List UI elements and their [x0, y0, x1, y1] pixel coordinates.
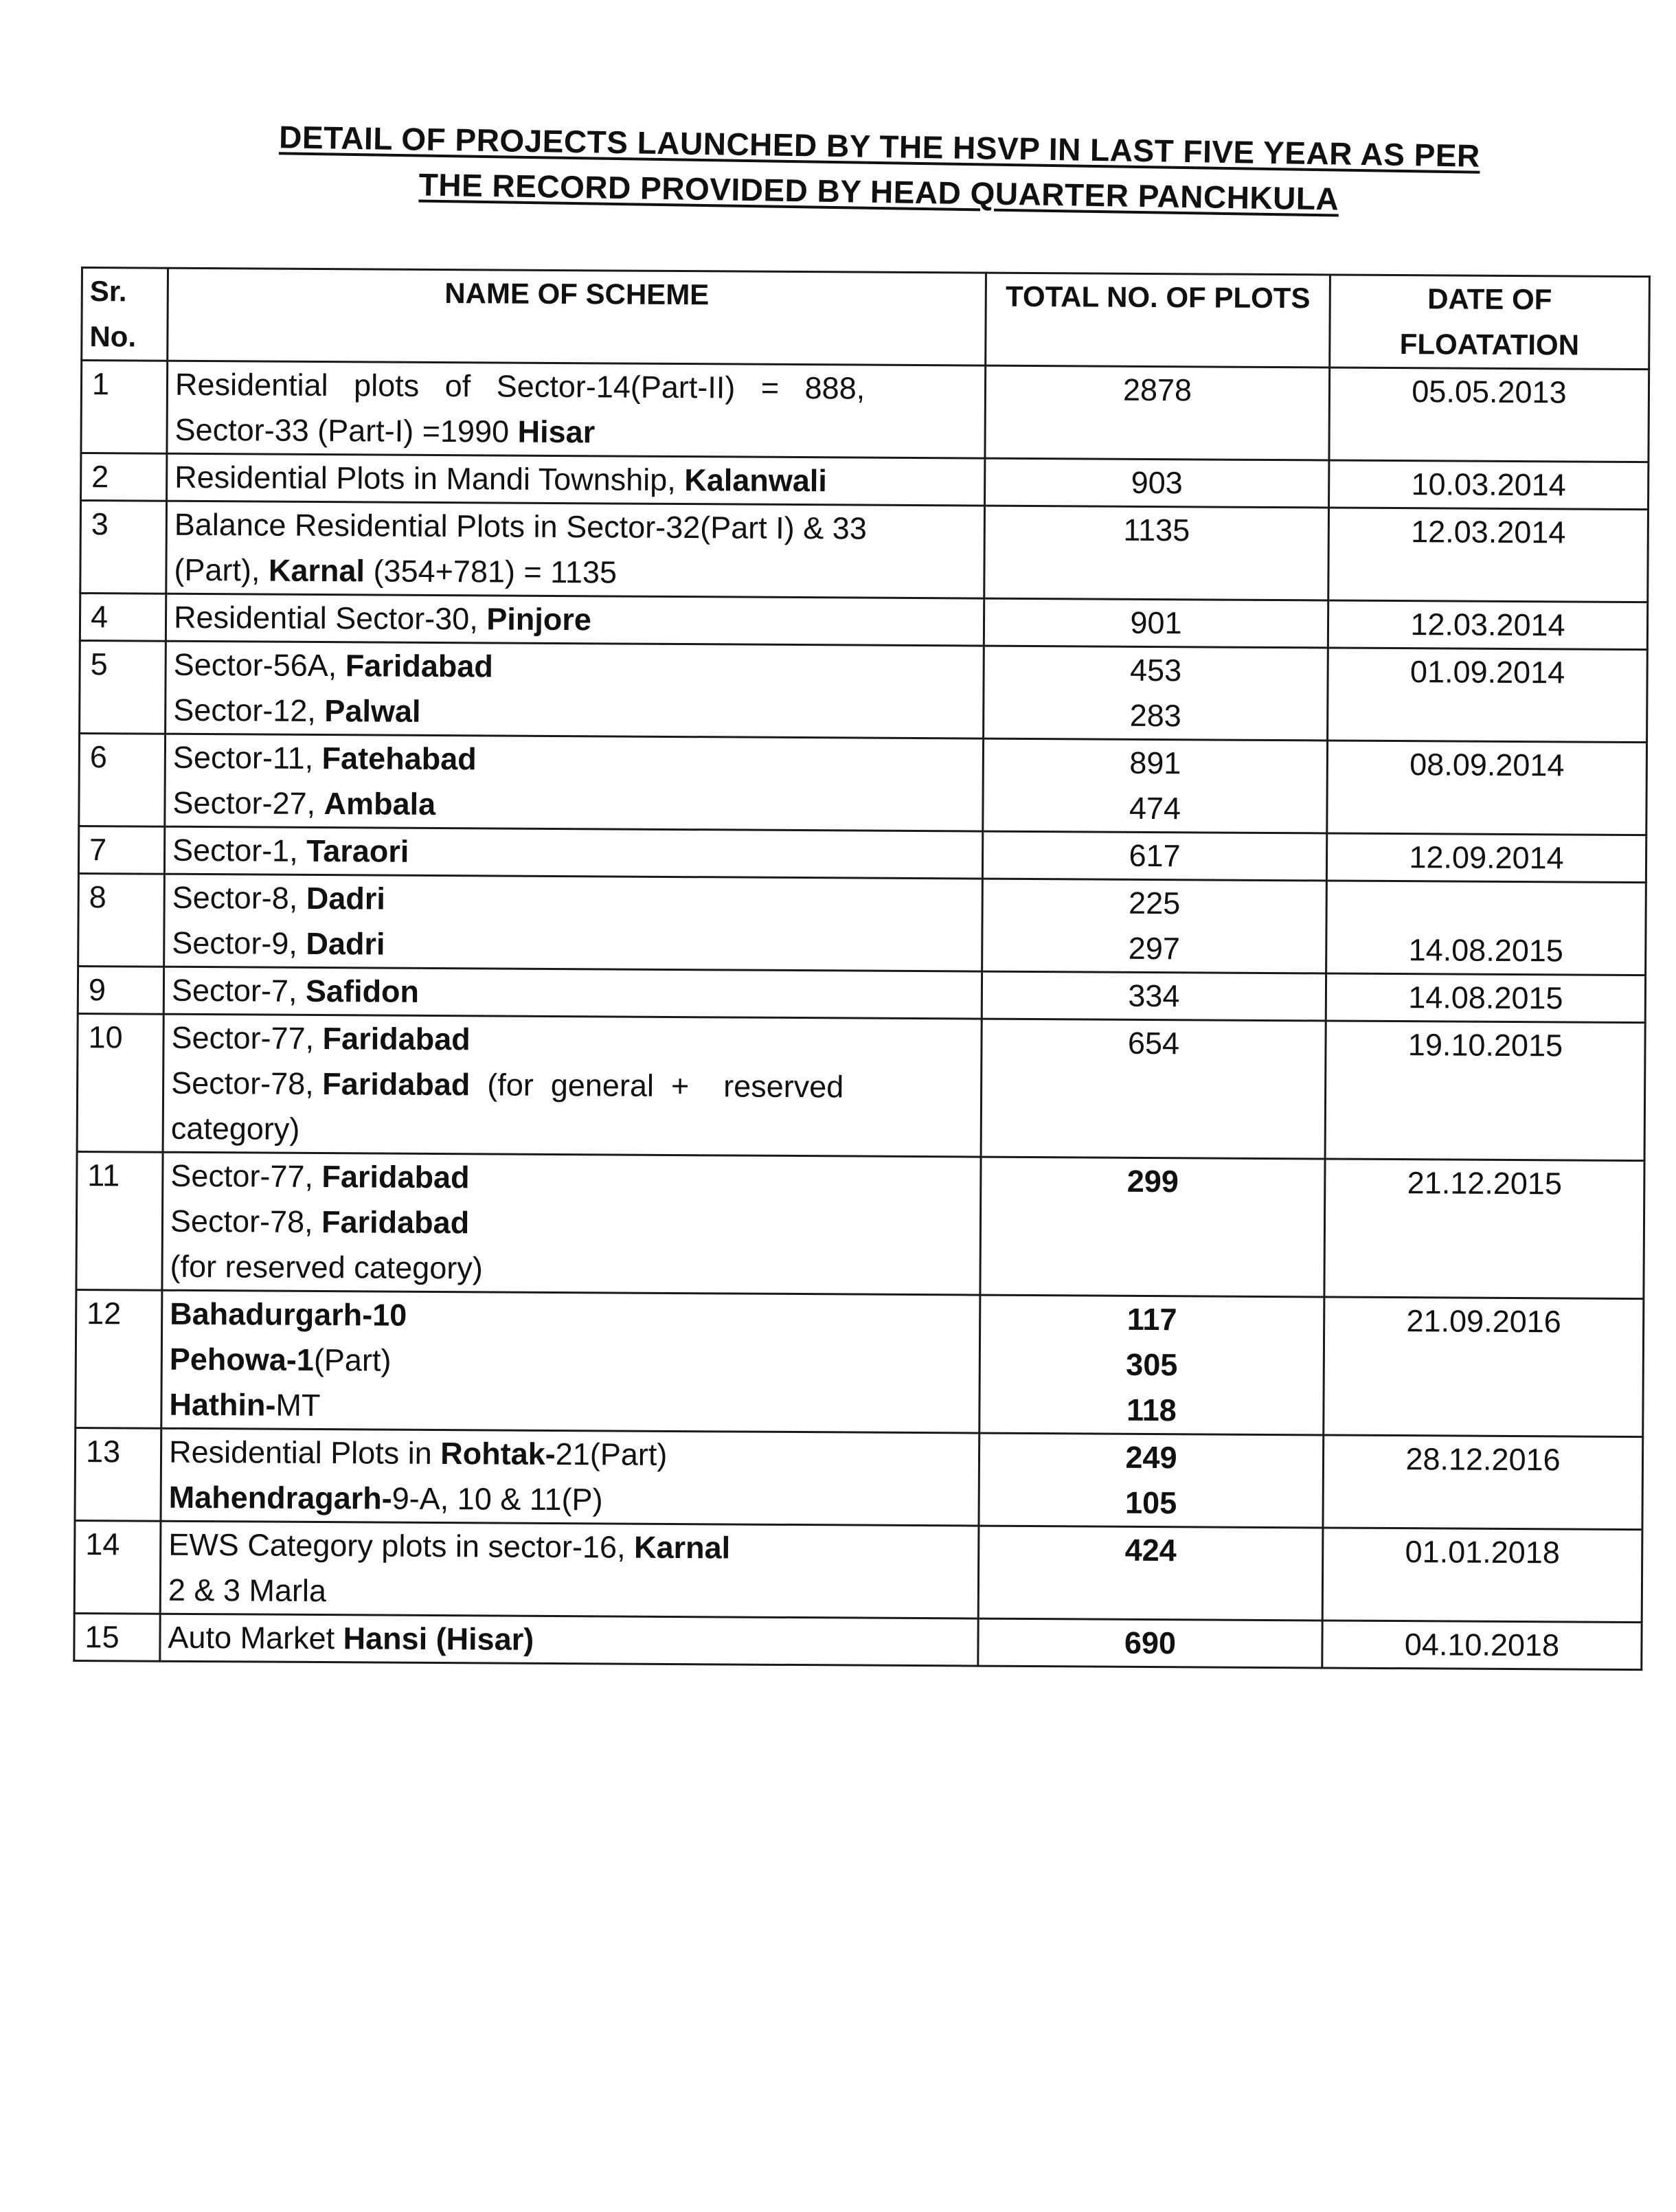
scheme-name-line: Sector-7, Safidon [171, 972, 420, 1009]
scheme-name-cell [160, 1614, 978, 1666]
scheme-location: Dadri [306, 925, 385, 962]
scheme-name-line: EWS Category plots in sector-16, Karnal [168, 1526, 731, 1566]
plot-count: 2878 [1122, 372, 1192, 408]
scheme-name-line: Hathin-MT [169, 1386, 321, 1423]
table-row [80, 594, 1647, 650]
sr-no-cell: 4 [80, 594, 166, 642]
scheme-name-cell [166, 641, 984, 738]
total-plots-cell [982, 879, 1327, 973]
scheme-name-cell [166, 594, 984, 646]
sr-no-cell: 12 [76, 1289, 162, 1428]
total-plots-cell [978, 1526, 1323, 1621]
floatation-date-cell [1326, 881, 1646, 975]
plot-count: 891 [1129, 745, 1181, 781]
floatation-date-cell [1328, 508, 1649, 602]
table-row [74, 1520, 1642, 1622]
total-plots-cell [978, 1618, 1322, 1668]
scheme-location: Pinjore [486, 601, 591, 637]
scheme-name-line: Sector-77, Faridabad [171, 1019, 471, 1057]
floatation-date: 14.08.2015 [1408, 980, 1563, 1016]
floatation-date: 21.12.2015 [1407, 1165, 1563, 1201]
floatation-date-cell [1322, 1621, 1642, 1670]
sr-no-cell: 1 [81, 361, 168, 454]
scheme-name-line: Sector-77, Faridabad [170, 1158, 470, 1195]
total-plots-cell [982, 831, 1326, 881]
scheme-name-cell [167, 361, 986, 458]
scheme-name-line: Sector-11, Fatehabad [172, 739, 477, 777]
scheme-name-line: Balance Residential Plots in Sector-32(Part I) & 33 [174, 506, 867, 546]
sr-no-cell: 14 [74, 1520, 161, 1614]
scheme-location: Palwal [324, 693, 421, 729]
scheme-name-cell [163, 1014, 982, 1157]
plot-count: 283 [1129, 697, 1181, 734]
floatation-date-cell [1329, 460, 1649, 510]
scheme-location: Ambala [324, 786, 436, 822]
floatation-date: 19.10.2015 [1407, 1027, 1563, 1063]
floatation-date: 04.10.2018 [1404, 1627, 1560, 1663]
table-row [75, 1427, 1643, 1529]
sr-no-cell: 2 [81, 453, 167, 501]
floatation-date: 01.01.2018 [1405, 1534, 1561, 1570]
scheme-name-cell [160, 1521, 979, 1618]
floatation-date: 05.05.2013 [1412, 374, 1567, 410]
table-row [76, 1289, 1644, 1436]
table-row [77, 1013, 1645, 1160]
scheme-location: Faridabad [321, 1204, 470, 1241]
scheme-location: Rohtak- [440, 1436, 556, 1472]
table-row [81, 453, 1649, 510]
scheme-name-line: Pehowa-1(Part) [169, 1341, 392, 1378]
table-row [79, 733, 1647, 835]
floatation-date-cell [1328, 648, 1648, 743]
plot-count: 617 [1129, 837, 1181, 874]
total-plots-cell [985, 365, 1330, 460]
floatation-date-cell [1327, 741, 1647, 835]
plot-count: 117 [1126, 1301, 1177, 1338]
total-plots-cell [979, 1295, 1324, 1435]
scheme-name-line: Sector-56A, Faridabad [173, 646, 493, 684]
scheme-location: Fatehabad [321, 741, 477, 777]
sr-no-cell: 5 [80, 640, 166, 734]
scheme-location: Kalanwali [684, 462, 828, 499]
sr-no-cell: 9 [78, 966, 163, 1014]
scheme-location: Mahendragarh- [168, 1479, 392, 1516]
floatation-date-cell [1328, 600, 1647, 650]
scheme-name-line: Residential Sector-30, Pinjore [173, 599, 591, 637]
total-plots-cell [982, 971, 1326, 1021]
scheme-name-line: Sector-8, Dadri [172, 879, 385, 916]
title-line-2: THE RECORD PROVIDED BY HEAD QUARTER PANCHKULA [418, 166, 1339, 217]
table-row [74, 1613, 1642, 1669]
scheme-name-line: (for reserved category) [170, 1248, 483, 1286]
total-plots-cell [979, 1433, 1324, 1528]
scheme-name-line: Sector-78, Faridabad (for general + reserved [171, 1065, 844, 1105]
scheme-name-line: Residential Plots in Rohtak-21(Part) [168, 1434, 668, 1472]
total-plots-cell [984, 646, 1328, 741]
floatation-date-cell [1326, 833, 1646, 883]
scheme-location: Dadri [306, 880, 385, 916]
table-row [80, 501, 1649, 602]
plot-count: 901 [1130, 605, 1182, 641]
scheme-name-line: Sector-78, Faridabad [170, 1203, 470, 1241]
floatation-date: 14.08.2015 [1408, 932, 1564, 969]
plot-count: 424 [1124, 1532, 1177, 1568]
total-plots-cell [983, 738, 1328, 833]
scheme-name-cell [166, 501, 985, 598]
scheme-name-line: Mahendragarh-9-A, 10 & 11(P) [168, 1479, 603, 1517]
scheme-location: Bahadurgarh-10 [170, 1296, 407, 1333]
scheme-name-line: 2 & 3 Marla [168, 1572, 327, 1609]
sr-no-cell: 11 [76, 1151, 163, 1290]
floatation-date: 08.09.2014 [1409, 747, 1565, 783]
floatation-date [1334, 882, 1638, 929]
plot-count: 474 [1129, 790, 1181, 826]
floatation-date: 21.09.2016 [1406, 1303, 1561, 1340]
projects-table [73, 267, 1651, 1671]
scheme-name-line: Auto Market Hansi (Hisar) [168, 1619, 534, 1657]
sr-no-cell: 13 [75, 1427, 161, 1521]
header-total-plots: TOTAL NO. OF PLOTS [986, 273, 1330, 368]
floatation-date-cell [1324, 1297, 1644, 1437]
scheme-name-line: Residential Plots in Mandi Township, Kalanwali [174, 459, 828, 499]
scheme-name-line: Residential plots of Sector-14(Part-II) = 888, [174, 366, 865, 406]
scheme-location: Pehowa-1 [169, 1341, 315, 1377]
floatation-date-cell [1323, 1435, 1643, 1530]
plot-count: 690 [1124, 1625, 1177, 1661]
scheme-name-line: Sector-12, Palwal [173, 692, 421, 729]
plot-count: 305 [1126, 1346, 1178, 1383]
scheme-name-line: Sector-9, Dadri [172, 925, 385, 962]
plot-count: 249 [1125, 1439, 1177, 1476]
floatation-date: 12.09.2014 [1409, 839, 1564, 876]
scheme-location: Faridabad [345, 648, 493, 684]
floatation-date: 01.09.2014 [1409, 654, 1565, 690]
scheme-name-cell [161, 1428, 979, 1526]
scheme-location: Faridabad [322, 1066, 471, 1103]
floatation-date-cell [1322, 1528, 1642, 1623]
plot-count: 1135 [1123, 512, 1190, 548]
sr-no-cell: 10 [77, 1013, 163, 1152]
plot-count: 453 [1129, 652, 1182, 688]
table-header-row [82, 268, 1650, 370]
plot-count: 118 [1126, 1392, 1177, 1428]
scheme-name-line: Sector-1, Taraori [172, 832, 409, 869]
table-row [78, 966, 1645, 1022]
scheme-name-line [170, 1291, 972, 1342]
floatation-date-cell [1329, 368, 1649, 462]
scheme-location: Hansi (Hisar) [343, 1621, 534, 1657]
sr-no-cell: 15 [74, 1613, 160, 1661]
sr-no-cell: 6 [79, 733, 166, 826]
sr-no-cell: 8 [78, 873, 165, 967]
scheme-name-line: (Part), Karnal (354+781) = 1135 [174, 552, 618, 590]
scheme-name-cell [167, 453, 985, 506]
floatation-date-cell [1326, 973, 1645, 1023]
plot-count: 334 [1128, 978, 1180, 1014]
floatation-date: 12.03.2014 [1411, 514, 1566, 550]
table-row [78, 826, 1646, 882]
scheme-location: Hisar [517, 414, 596, 450]
floatation-date: 12.03.2014 [1410, 607, 1565, 643]
header-date-of-floatation: DATE OF FLOATATION [1330, 275, 1650, 370]
plot-count: 297 [1128, 930, 1181, 967]
scheme-name-cell [162, 1152, 981, 1295]
scheme-location: Taraori [306, 833, 409, 869]
scheme-name-cell [164, 874, 983, 971]
plot-count: 299 [1126, 1163, 1179, 1199]
floatation-date-cell [1325, 1021, 1645, 1161]
scheme-location: Faridabad [322, 1021, 471, 1057]
scheme-name-cell [165, 734, 984, 831]
header-sr-no: Sr. No. [82, 268, 168, 361]
scheme-name-cell [164, 826, 982, 879]
table-row [76, 1151, 1644, 1298]
sr-no-cell: 7 [78, 826, 164, 874]
table-body [74, 361, 1649, 1670]
scheme-name-line: Sector-33 (Part-I) =1990 Hisar [174, 411, 596, 450]
scheme-location: Karnal [633, 1529, 731, 1566]
plot-count: 225 [1128, 885, 1181, 921]
document-title [226, 113, 1532, 225]
total-plots-cell [985, 458, 1329, 508]
scheme-name-cell [161, 1290, 980, 1433]
total-plots-cell [984, 598, 1328, 648]
plot-count: 105 [1124, 1485, 1177, 1521]
floatation-date: 10.03.2014 [1411, 466, 1566, 503]
floatation-date: 28.12.2016 [1405, 1441, 1561, 1478]
scheme-name-line: Sector-27, Ambala [172, 785, 436, 822]
projects-table-container [73, 267, 1585, 1671]
scheme-location: Safidon [305, 973, 420, 1009]
total-plots-cell [984, 506, 1329, 600]
title-line-1: DETAIL OF PROJECTS LAUNCHED BY THE HSVP IN LAST FIVE YEAR AS PER [278, 119, 1481, 174]
plot-count: 903 [1131, 464, 1183, 501]
sr-no-cell: 3 [80, 501, 167, 594]
scheme-location: Hathin- [169, 1386, 276, 1423]
header-name-of-scheme: NAME OF SCHEME [168, 268, 986, 365]
total-plots-cell [981, 1019, 1326, 1159]
total-plots-cell [980, 1157, 1325, 1297]
scheme-location: Faridabad [321, 1159, 470, 1195]
floatation-date-cell [1324, 1159, 1644, 1299]
table-row [81, 361, 1649, 462]
scheme-name-cell [163, 967, 982, 1019]
table-row [78, 873, 1646, 975]
table-row [80, 640, 1648, 742]
scheme-name-line: category) [170, 1110, 300, 1147]
plot-count: 654 [1127, 1025, 1180, 1061]
scheme-location: Karnal [268, 552, 365, 589]
